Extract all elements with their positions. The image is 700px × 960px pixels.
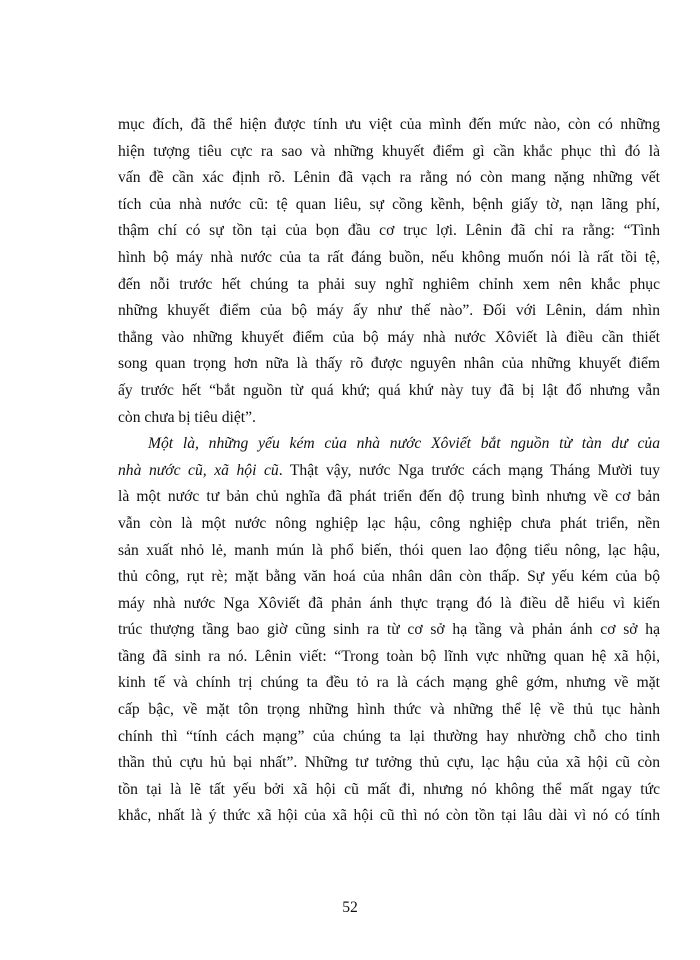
italic-run: nhà nước cũ, xã hội cũ [118,461,279,479]
text-line: là một nước tư bản chủ nghĩa đã phát triển đến độ trung bình nhưng về cơ bản [118,488,660,506]
text-line: tồn tại là lẽ tất yếu bởi xã hội cũ mất đi, nhưng nó không thể mất ngay tức [118,780,660,798]
text-line-mixed [118,458,660,485]
text-line: cấp bậc, về mặt tôn trọng những hình thức và những thể lệ về thủ tục hành [118,701,660,719]
page-number: 52 [342,899,358,916]
text-line: tầng đã sinh ra nó. Lênin viết: “Trong toàn bộ lĩnh vực những quan hệ xã hội, [118,647,660,665]
text-line: còn chưa bị tiêu diệt”. [118,408,256,426]
text-line: trúc thượng tầng bao giờ cũng sinh ra từ cơ sở hạ tầng và phản ánh cơ sở hạ [118,621,660,639]
text-line: sản xuất nhỏ lẻ, manh mún là phổ biến, thói quen lao động tiểu nông, lạc hậu, [118,541,660,559]
text-line-italic: Một là, những yếu kém của nhà nước Xôviết bắt nguồn từ tàn dư của [148,435,660,453]
text-line: ấy trước hết “bắt nguồn từ quá khứ; quá khứ này tuy đã bị lật đổ nhưng vẫn [118,381,660,399]
text-line: vẫn còn là một nước nông nghiệp lạc hậu, công nghiệp chưa phát triển, nền [118,514,660,532]
text-line: song quan trọng hơn nữa là thấy rõ được nguyên nhân của những khuyết điểm [118,355,660,373]
text-line: khắc, nhất là ý thức xã hội của xã hội cũ thì nó còn tồn tại lâu dài vì nó có tính [118,807,660,825]
text-line: hiện tượng tiêu cực ra sao và những khuyết điểm gì cần khắc phục thì đó là [118,142,660,160]
text-line: tích của nhà nước cũ: tệ quan liêu, sự cồng kềnh, bệnh giấy tờ, nạn lãng phí, [118,195,660,213]
text-line: thủ công, rụt rè; mặt bằng văn hoá của nhân dân còn thấp. Sự yếu kém của bộ [118,568,660,586]
text-line: thậm chí có sự tồn tại của bọn đầu cơ trục lợi. Lênin đã chỉ ra rằng: “Tình [118,222,660,240]
text-line: mục đích, đã thể hiện được tính ưu việt của mình đến mức nào, còn có những [118,116,660,133]
text-line: những khuyết điểm của bộ máy ấy như thế nào”. Đối với Lênin, dám nhìn [118,302,660,320]
body-text [118,112,660,830]
text-line: thẳng vào những khuyết điểm của bộ máy nhà nước Xôviết là điều cần thiết [118,328,660,346]
text-line: đến nỗi trước hết chúng ta phải suy nghĩ nghiêm chỉnh xem nên khắc phục [118,275,660,293]
text-line: kinh tế và chính trị chúng ta đều tỏ ra là cách mạng ghê gớm, nhưng về mặt [118,674,660,692]
text-run: . Thật vậy, nước Nga trước cách mạng Tháng Mười tuy [278,461,660,479]
text-line: hình bộ máy nhà nước của ta rất đáng buồn, nếu không muốn nói là rất tồi tệ, [118,248,660,266]
text-line: chính thì “tính cách mạng” của chúng ta lại thường hay nhường chỗ cho tinh [118,727,660,745]
text-line: vấn đề cần xác định rõ. Lênin đã vạch ra rằng nó còn mang nặng những vết [118,169,660,187]
text-line: thần thủ cựu hủ bại nhất”. Những tư tưởng thủ cựu, lạc hậu của xã hội cũ còn [118,754,660,772]
text-line: máy nhà nước Nga Xôviết đã phản ánh thực trạng đó là điều dễ hiểu vì kiến [118,594,660,612]
